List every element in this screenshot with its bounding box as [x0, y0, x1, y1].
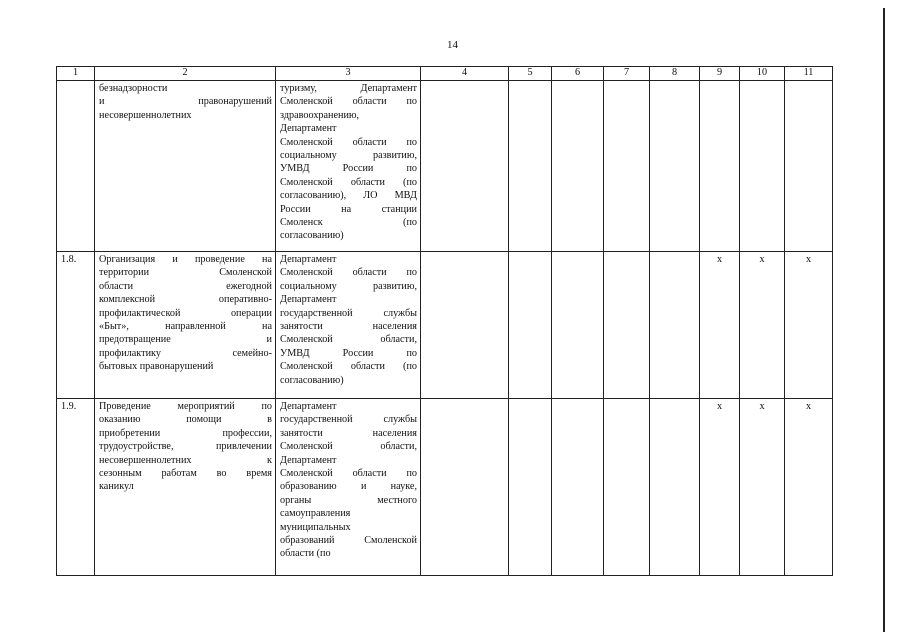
cell-text-line: УМВД России по	[280, 163, 417, 175]
empty-cell	[604, 399, 650, 576]
cell-text-line: Смоленск (по	[280, 217, 417, 229]
cell-text-line: комплексной оперативно-	[99, 294, 272, 306]
mark-cell	[700, 81, 740, 252]
mark-cell: х	[700, 252, 740, 399]
column-number: 1	[57, 67, 95, 81]
empty-cell	[552, 252, 604, 399]
cell-text-line: несовершеннолетних	[99, 109, 192, 121]
column-number: 4	[421, 67, 509, 81]
mark-cell: х	[700, 399, 740, 576]
cell-text-line: самоуправления	[280, 508, 351, 520]
activity-cell	[95, 252, 276, 399]
cell-text-line: и правонарушений	[99, 96, 272, 108]
cell-text-line: Смоленской области по	[280, 96, 417, 108]
row-number: 1.9.	[57, 399, 95, 576]
cell-text-line: согласованию)	[280, 374, 344, 386]
column-number: 8	[650, 67, 700, 81]
cell-text-line: Смоленской области (по	[280, 361, 417, 373]
cell-text-line: области ежегодной	[99, 280, 272, 292]
cell-text-line: Смоленской области по	[280, 136, 417, 148]
empty-cell	[509, 399, 552, 576]
empty-cell	[650, 399, 700, 576]
cell-text-line: Департамент	[280, 454, 337, 466]
empty-cell	[421, 252, 509, 399]
cell-text-line: безнадзорности	[99, 83, 168, 94]
column-number: 2	[95, 67, 276, 81]
cell-text-line: бытовых правонарушений	[99, 361, 214, 373]
cell-text-line: оказанию помощи в	[99, 414, 272, 426]
empty-cell	[509, 252, 552, 399]
empty-cell	[421, 399, 509, 576]
cell-text-line: предотвращение и	[99, 334, 272, 346]
cell-text-line: территории Смоленской	[99, 267, 272, 279]
empty-cell	[552, 399, 604, 576]
cell-text-line: России на станции	[280, 203, 417, 215]
cell-text-line: занятости населения	[280, 321, 417, 333]
empty-cell	[509, 81, 552, 252]
cell-text-line: здравоохранению,	[280, 109, 360, 121]
mark-cell: х	[740, 399, 785, 576]
table-row	[57, 81, 833, 252]
cell-text-line: занятости населения	[280, 427, 417, 439]
cell-text-line: Проведение мероприятий по	[99, 401, 272, 412]
cell-text-line: профилактику семейно-	[99, 347, 272, 359]
cell-text-line: государственной службы	[280, 414, 417, 426]
cell-text-line: социальному развитию,	[280, 280, 417, 292]
empty-cell	[552, 81, 604, 252]
cell-text-line: Смоленской области по	[280, 267, 417, 279]
empty-cell	[604, 252, 650, 399]
cell-text-line: Департамент	[280, 401, 337, 412]
empty-cell	[650, 81, 700, 252]
cell-text-line: Департамент	[280, 294, 337, 306]
cell-text-line: согласованию)	[280, 230, 344, 242]
page-number: 14	[447, 39, 458, 51]
mark-cell	[740, 81, 785, 252]
mark-cell: х	[785, 399, 833, 576]
executor-cell	[276, 81, 421, 252]
cell-text-line: Департамент	[280, 123, 337, 135]
cell-text-line: государственной службы	[280, 307, 417, 319]
cell-text-line: Смоленской области,	[280, 441, 417, 453]
cell-text-line: образованию и науке,	[280, 481, 417, 493]
column-number: 10	[740, 67, 785, 81]
row-number: 1.8.	[57, 252, 95, 399]
cell-text-line: приобретении профессии,	[99, 427, 272, 439]
cell-text-line: согласованию), ЛО МВД	[280, 190, 417, 202]
cell-text-line: муниципальных	[280, 521, 351, 533]
column-number: 9	[700, 67, 740, 81]
row-number	[57, 81, 95, 252]
cell-text-line: Организация и проведение на	[99, 254, 272, 265]
cell-text-line: Смоленской области по	[280, 468, 417, 480]
cell-text-line: образований Смоленской	[280, 535, 417, 547]
cell-text-line: профилактической операции	[99, 307, 272, 319]
mark-cell	[785, 81, 833, 252]
cell-text-line: Департамент	[280, 254, 337, 265]
cell-text-line: органы местного	[280, 494, 417, 506]
activity-cell	[95, 81, 276, 252]
column-number: 6	[552, 67, 604, 81]
page-edge-line	[883, 8, 885, 632]
column-number: 7	[604, 67, 650, 81]
cell-text-line: Смоленской области (по	[280, 176, 417, 188]
cell-text-line: трудоустройстве, привлечении	[99, 441, 272, 453]
plan-table	[56, 66, 833, 576]
executor-cell	[276, 399, 421, 576]
table-row	[57, 252, 833, 399]
cell-text-line: несовершеннолетних к	[99, 454, 272, 466]
empty-cell	[650, 252, 700, 399]
executor-cell	[276, 252, 421, 399]
empty-cell	[604, 81, 650, 252]
cell-text-line: УМВД России по	[280, 347, 417, 359]
cell-text-line: социальному развитию,	[280, 150, 417, 162]
column-number: 3	[276, 67, 421, 81]
table-row	[57, 399, 833, 576]
mark-cell: х	[740, 252, 785, 399]
cell-text-line: Смоленской области,	[280, 334, 417, 346]
cell-text-line: сезонным работам во время	[99, 468, 272, 480]
cell-text-line: «Быт», направленной на	[99, 321, 272, 333]
cell-text-line: туризму, Департамент	[280, 83, 417, 94]
column-number: 11	[785, 67, 833, 81]
mark-cell: х	[785, 252, 833, 399]
cell-text-line: каникул	[99, 481, 134, 493]
activity-cell	[95, 399, 276, 576]
column-number-row	[57, 67, 833, 81]
cell-text-line: области (по	[280, 548, 331, 560]
empty-cell	[421, 81, 509, 252]
column-number: 5	[509, 67, 552, 81]
